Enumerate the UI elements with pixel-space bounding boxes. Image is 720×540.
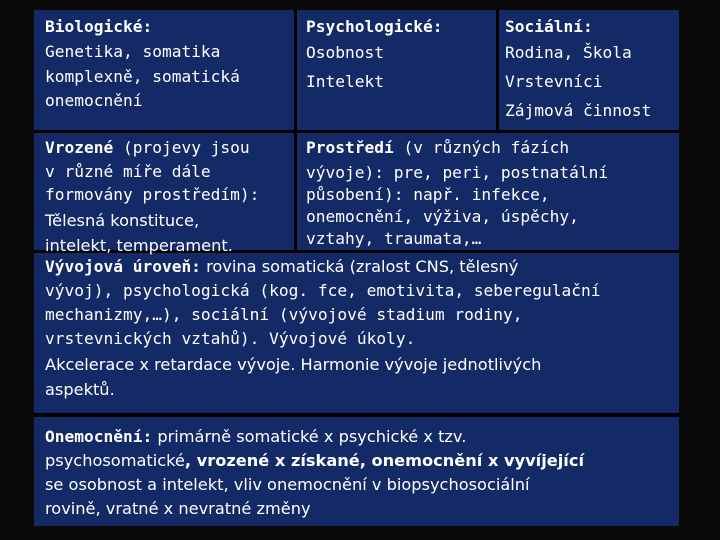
cell-innate bbox=[45, 134, 293, 257]
innate-line-3: formovány prostředím): bbox=[45, 185, 260, 204]
social-heading: Sociální: bbox=[505, 17, 593, 36]
cell-environment bbox=[306, 134, 678, 250]
development-line-5: Akcelerace x retardace vývoje. Harmonie vývoje jednotlivých bbox=[45, 355, 542, 374]
psychological-line-2: Intelekt bbox=[306, 72, 384, 91]
innate-line-2: v různé míře dále bbox=[45, 162, 211, 181]
cell-psychological bbox=[306, 12, 494, 96]
development-line-1: rovina somatická (zralost CNS, tělesný bbox=[200, 257, 519, 276]
illness-line-1: primárně somatické x psychické x tzv. bbox=[152, 427, 467, 446]
social-line-3: Zájmová činnost bbox=[505, 101, 652, 120]
illness-label: Onemocnění: bbox=[45, 427, 153, 446]
psychological-heading: Psychologické: bbox=[306, 17, 443, 36]
cell-development bbox=[45, 254, 677, 400]
social-line-1: Rodina, Škola bbox=[505, 43, 632, 62]
innate-line-5: intelekt, temperament. bbox=[45, 236, 233, 255]
illness-line-3: se osobnost a intelekt, vliv onemocnění v biopsychosociální bbox=[45, 475, 530, 494]
environment-line-1: (v různých fázích bbox=[393, 138, 570, 157]
environment-line-5: vztahy, traumata,… bbox=[306, 229, 482, 248]
development-line-2: vývoj), psychologická (kog. fce, emotivita, seberegulační bbox=[45, 281, 601, 300]
divider-col2 bbox=[496, 10, 499, 130]
cell-illness bbox=[45, 425, 677, 521]
biological-line-1: Genetika, somatika bbox=[45, 42, 221, 61]
development-line-6: aspektů. bbox=[45, 380, 115, 399]
biological-line-3: onemocnění bbox=[45, 91, 143, 110]
social-line-2: Vrstevníci bbox=[505, 72, 603, 91]
innate-line-1: (projevy jsou bbox=[113, 138, 250, 157]
illness-line-2b: , vrozené x získané, onemocnění x vyvíjející bbox=[184, 451, 584, 470]
environment-line-2: vývoje): pre, peri, postnatální bbox=[306, 163, 609, 182]
environment-label: Prostředí bbox=[306, 138, 394, 157]
divider-row1 bbox=[34, 130, 679, 133]
innate-label: Vrozené bbox=[45, 138, 114, 157]
divider-row3 bbox=[34, 413, 679, 417]
biological-heading: Biologické: bbox=[45, 17, 153, 36]
cell-social bbox=[505, 12, 677, 125]
environment-line-4: onemocnění, výživa, úspěchy, bbox=[306, 207, 579, 226]
development-line-4: vrstevnických vztahů). Vývojové úkoly. bbox=[45, 329, 416, 348]
environment-line-3: působení): např. infekce, bbox=[306, 185, 550, 204]
factors-table bbox=[34, 10, 679, 526]
development-line-3: mechanizmy,…), sociální (vývojové stadium rodiny, bbox=[45, 305, 523, 324]
illness-line-4: rovině, vratné x nevratné změny bbox=[45, 499, 311, 518]
biological-line-2: komplexně, somatická bbox=[45, 67, 240, 86]
innate-line-4: Tělesná konstituce, bbox=[45, 211, 200, 230]
development-label: Vývojová úroveň: bbox=[45, 257, 201, 276]
illness-line-2a: psychosomatické bbox=[45, 451, 185, 470]
cell-biological bbox=[45, 12, 293, 114]
psychological-line-1: Osobnost bbox=[306, 43, 384, 62]
